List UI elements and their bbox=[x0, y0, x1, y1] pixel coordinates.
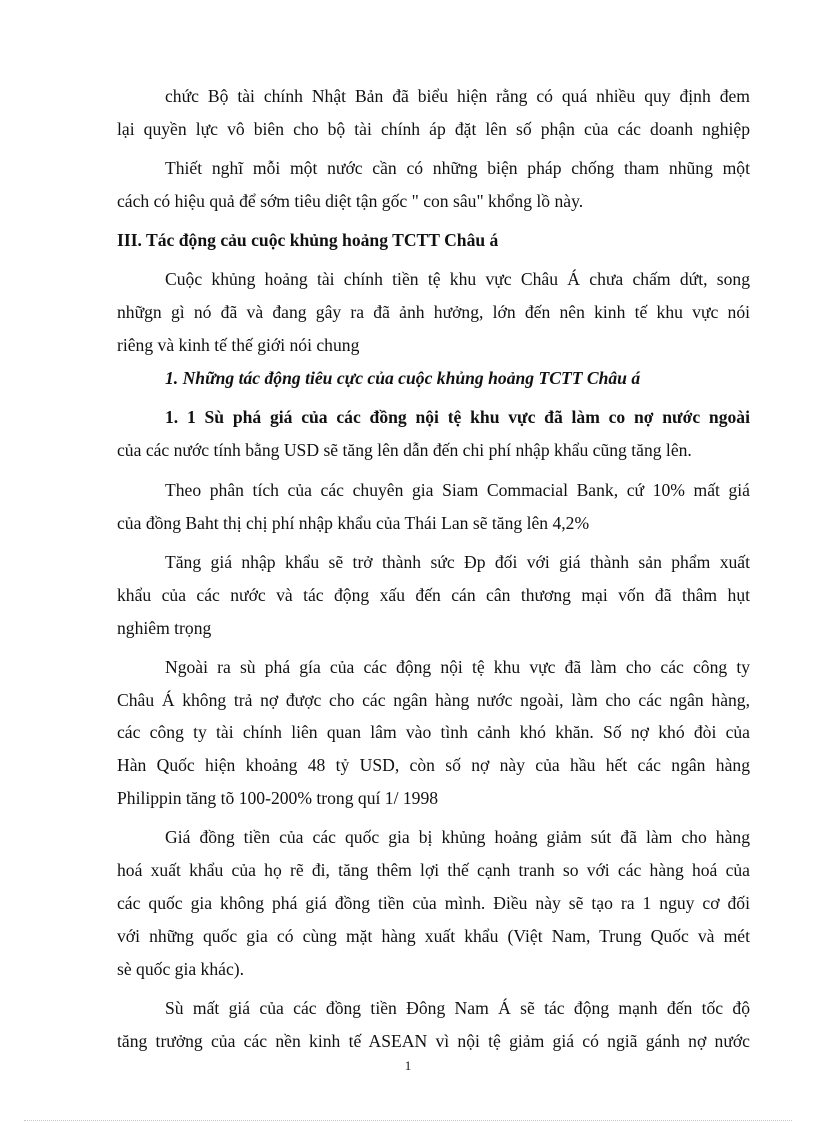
paragraph-line: chức Bộ tài chính Nhật Bản đã biểu hiện rằng có quá nhiều quy định đem bbox=[165, 86, 750, 106]
paragraph-line: Theo phân tích của các chuyên gia Siam Commacial Bank, cứ 10% mất giá bbox=[165, 480, 750, 500]
paragraph-line: Thiết nghĩ mỗi một nước cần có những biện pháp chống tham nhũng một bbox=[165, 158, 750, 178]
paragraph-line: Cuộc khủng hoảng tài chính tiền tệ khu vực Châu Á chưa chấm dứt, song bbox=[165, 269, 750, 289]
paragraph-line: Giá đồng tiền của các quốc gia bị khủng hoảng giảm sút đã làm cho hàng bbox=[165, 827, 750, 847]
section-heading: III. Tác động cảu cuộc khủng hoảng TCTT Châu á bbox=[117, 230, 499, 250]
paragraph-line: hoá xuất khẩu của họ rẽ đi, tăng thêm lợi thế cạnh tranh so với các hàng hoá của bbox=[117, 860, 750, 880]
paragraph-line: lại quyền lực vô biên cho bộ tài chính áp đặt lên số phận của các doanh nghiệp bbox=[117, 119, 750, 139]
paragraph-line: nghiêm trọng bbox=[117, 618, 212, 638]
paragraph-line: Tăng giá nhập khẩu sẽ trở thành sức Ðp đối với giá thành sản phẩm xuất bbox=[165, 552, 750, 572]
paragraph-line: sè quốc gia khác). bbox=[117, 959, 245, 979]
paragraph-line: tăng trưởng của các nền kinh tế ASEAN vì nội tệ giảm giá có ngiã gánh nợ nước bbox=[117, 1031, 750, 1051]
paragraph-line: Châu Á không trả nợ được cho các ngân hàng nước ngoài, làm cho các ngân hàng, bbox=[117, 690, 750, 710]
paragraph-line: khẩu của các nước và tác động xấu đến cán cân thương mại vốn đã thâm hụt bbox=[117, 585, 750, 605]
paragraph-line: Ngoài ra sù phá gía của các động nội tệ khu vực đã làm cho các công ty bbox=[165, 657, 750, 677]
paragraph-line: riêng và kinh tế thế giới nói chung bbox=[117, 335, 360, 355]
paragraph-line: Hàn Quốc hiện khoảng 48 tỷ USD, còn số nợ này của hầu hết các ngân hàng bbox=[117, 755, 750, 775]
paragraph-line: của các nước tính bằng USD sẽ tăng lên dẫn đến chi phí nhập khẩu cũng tăng lên. bbox=[117, 440, 692, 460]
paragraph-line: với những quốc gia có cùng mặt hàng xuất khẩu (Việt Nam, Trung Quốc và mét bbox=[117, 926, 750, 946]
paragraph-line: Sù mất giá của các đồng tiền Đông Nam Á sẽ tác động mạnh đến tốc độ bbox=[165, 998, 750, 1018]
paragraph-line: nhữgn gì nó đã và đang gây ra đã ảnh hưởng, lớn đến nên kinh tế khu vực nói bbox=[117, 302, 750, 322]
page-edge-divider bbox=[24, 1120, 792, 1121]
paragraph-line: của đồng Baht thị chị phí nhập khẩu của Thái Lan sẽ tăng lên 4,2% bbox=[117, 513, 590, 533]
page-number: 1 bbox=[404, 1058, 412, 1073]
paragraph-line: cách có hiệu quả để sớm tiêu diệt tận gốc " con sâu" khổng lồ này. bbox=[117, 191, 584, 211]
paragraph-line-bold: 1. 1 Sù phá giá của các đồng nội tệ khu vực đã làm co nợ nước ngoài bbox=[165, 407, 750, 427]
subsection-heading: 1. Những tác động tiêu cực của cuộc khủng hoảng TCTT Châu á bbox=[165, 368, 641, 388]
paragraph-line: các quốc gia không phá giá đồng tiền của mình. Điều này sẽ tạo ra 1 nguy cơ đối bbox=[117, 893, 750, 913]
paragraph-line: Philippin tăng tõ 100-200% trong quí 1/ 1998 bbox=[117, 788, 439, 808]
paragraph-line: các công ty tài chính liên quan lâm vào tình cảnh khó khăn. Số nợ khó đòi của bbox=[117, 722, 750, 742]
